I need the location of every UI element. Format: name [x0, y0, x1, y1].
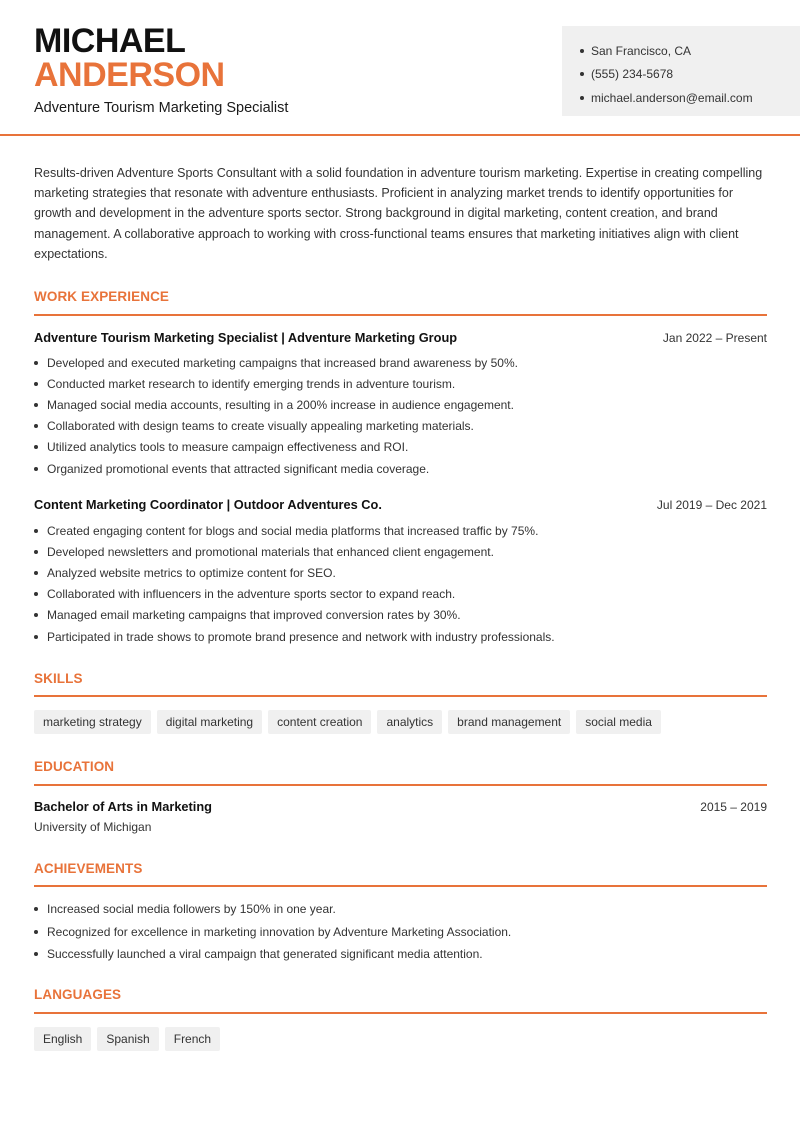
section-divider [34, 885, 767, 887]
job-title-company: Content Marketing Coordinator | Outdoor Adventures Co. [34, 497, 382, 512]
skills-list [34, 710, 661, 734]
job-bullets [34, 352, 767, 479]
language-tag: English [34, 1027, 91, 1051]
bullet-icon [34, 382, 38, 386]
job-bullets [34, 520, 767, 647]
job-dates: Jan 2022 – Present [662, 331, 767, 345]
list-item [34, 352, 767, 373]
bullet-icon [34, 952, 38, 956]
list-item [34, 373, 767, 394]
skill-tag: marketing strategy [34, 710, 151, 734]
first-name: MICHAEL [34, 22, 186, 60]
section-title-skills: SKILLS [34, 671, 83, 686]
list-item [34, 921, 767, 944]
job-title: Adventure Tourism Marketing Specialist [34, 100, 289, 116]
section-title-languages: LANGUAGES [34, 987, 122, 1002]
list-item [34, 437, 767, 458]
bullet-icon [34, 613, 38, 617]
bullet-icon [580, 72, 584, 76]
list-item [34, 584, 767, 605]
bullet-icon [34, 445, 38, 449]
bullet-icon [34, 550, 38, 554]
bullet-text: Created engaging content for blogs and social media platforms that increased traffic by 75%. [47, 523, 539, 538]
location-text: San Francisco, CA [591, 43, 692, 58]
list-item [34, 541, 767, 562]
list-item [34, 898, 767, 921]
degree: Bachelor of Arts in Marketing [34, 799, 213, 814]
skill-tag: content creation [268, 710, 371, 734]
list-item [34, 394, 767, 415]
languages-list [34, 1027, 220, 1051]
bullet-text: Developed newsletters and promotional materials that enhanced client engagement. [47, 544, 494, 559]
section-divider [34, 695, 767, 697]
bullet-text: Managed social media accounts, resulting in a 200% increase in audience engagement. [47, 397, 514, 412]
bullet-icon [34, 930, 38, 934]
language-tag: French [165, 1027, 220, 1051]
job-title-company: Adventure Tourism Marketing Specialist | Adventure Marketing Group [34, 330, 458, 345]
education-dates: 2015 – 2019 [700, 800, 767, 814]
language-tag: Spanish [97, 1027, 158, 1051]
list-item [34, 562, 767, 583]
job-dates: Jul 2019 – Dec 2021 [656, 498, 767, 512]
phone-text: (555) 234-5678 [591, 67, 674, 82]
bullet-icon [34, 424, 38, 428]
contact-email[interactable] [580, 86, 800, 110]
bullet-text: Managed email marketing campaigns that improved conversion rates by 30%. [47, 608, 461, 623]
bullet-text: Participated in trade shows to promote brand presence and network with industry professionals. [47, 629, 555, 644]
contact-phone [580, 63, 800, 87]
bullet-icon [34, 529, 38, 533]
bullet-icon [580, 96, 584, 100]
section-divider [34, 784, 767, 786]
resume-header [0, 0, 800, 136]
bullet-icon [34, 403, 38, 407]
bullet-text: Utilized analytics tools to measure campaign effectiveness and ROI. [47, 440, 409, 455]
contact-box [562, 26, 800, 116]
bullet-icon [34, 467, 38, 471]
section-title-education: EDUCATION [34, 759, 115, 774]
achievement-text: Successfully launched a viral campaign that generated significant media attention. [47, 947, 483, 962]
section-title-achievements: ACHIEVEMENTS [34, 861, 143, 876]
bullet-icon [34, 907, 38, 911]
bullet-text: Analyzed website metrics to optimize content for SEO. [47, 565, 336, 580]
professional-summary: Results-driven Adventure Sports Consultant with a solid foundation in adventure tourism marketing. Expertise in creating compelling marketing strategies that resonate with adventure enthusiasts. Proficient in analyzing market trends to identify opportunities for growth and development in the adventure sports sector. Strong background in digital marketing, content creation, and brand management. A collaborative approach to working with cross-functional teams ensures that marketing initiatives align with client expectations. [34, 166, 763, 261]
bullet-text: Developed and executed marketing campaigns that increased brand awareness by 50%. [47, 355, 518, 370]
bullet-icon [34, 361, 38, 365]
list-item [34, 943, 767, 966]
bullet-icon [34, 635, 38, 639]
bullet-text: Collaborated with design teams to create visually appealing marketing materials. [47, 419, 474, 434]
bullet-icon [580, 49, 584, 53]
achievements-list [34, 898, 767, 966]
bullet-text: Organized promotional events that attracted significant media coverage. [47, 461, 430, 476]
section-title-work: WORK EXPERIENCE [34, 289, 170, 304]
contact-location [580, 39, 800, 63]
list-item [34, 520, 767, 541]
section-divider [34, 1012, 767, 1014]
job-entry-header [34, 330, 767, 345]
skill-tag: social media [576, 710, 661, 734]
last-name: ANDERSON [34, 56, 225, 94]
email-text[interactable]: michael.anderson@email.com [591, 90, 753, 105]
achievement-text: Increased social media followers by 150% in one year. [47, 902, 336, 917]
list-item [34, 416, 767, 437]
education-entry-header [34, 799, 767, 814]
bullet-text: Collaborated with influencers in the adventure sports sector to expand reach. [47, 587, 456, 602]
bullet-icon [34, 571, 38, 575]
job-entry-header [34, 497, 767, 512]
skill-tag: brand management [448, 710, 570, 734]
skill-tag: analytics [377, 710, 442, 734]
full-name [34, 24, 225, 92]
list-item [34, 626, 767, 647]
bullet-icon [34, 592, 38, 596]
achievement-text: Recognized for excellence in marketing innovation by Adventure Marketing Association. [47, 924, 512, 939]
bullet-text: Conducted market research to identify emerging trends in adventure tourism. [47, 376, 456, 391]
section-divider [34, 314, 767, 316]
school-name: University of Michigan [34, 820, 152, 834]
list-item [34, 458, 767, 479]
skill-tag: digital marketing [157, 710, 262, 734]
list-item [34, 605, 767, 626]
